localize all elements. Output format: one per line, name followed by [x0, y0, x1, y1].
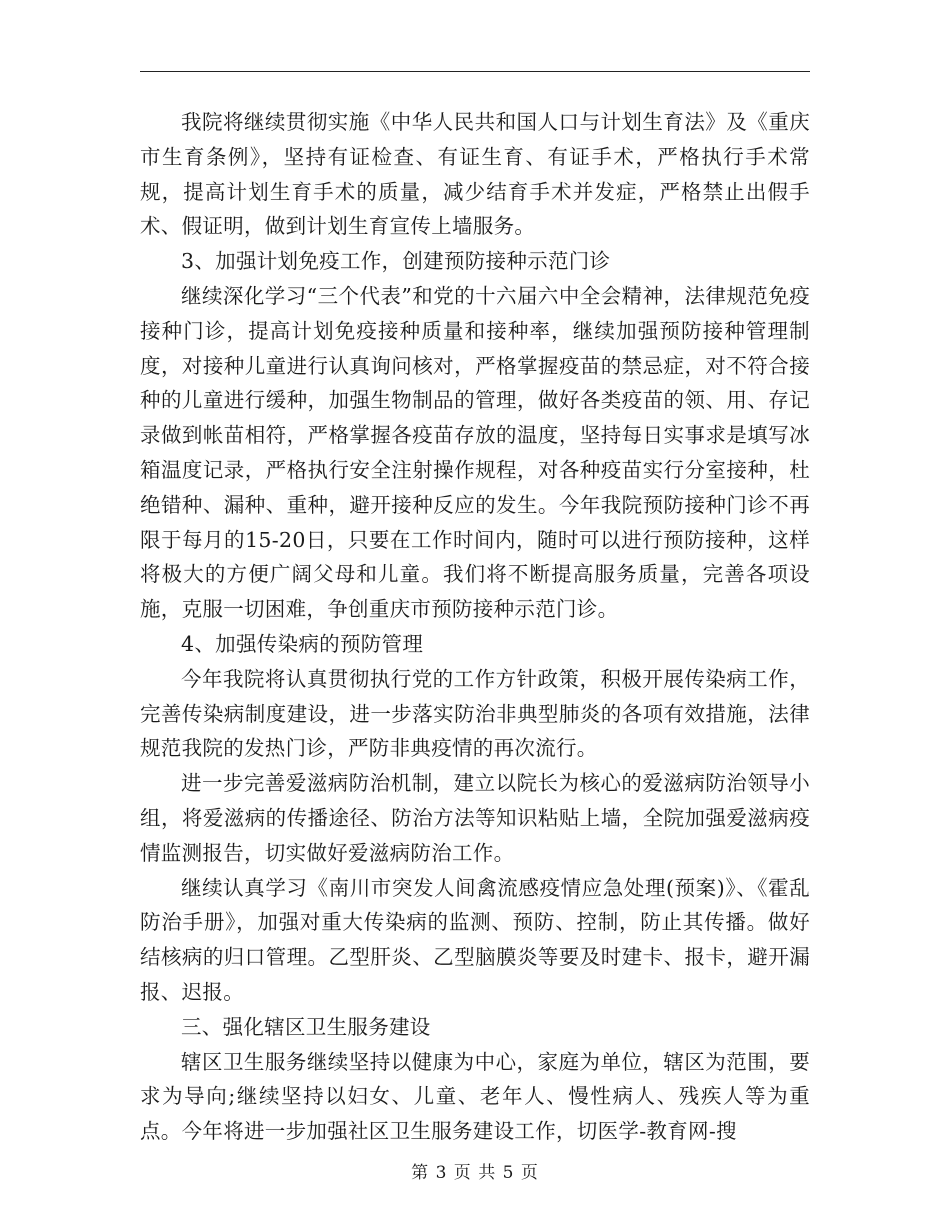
paragraph-avian-flu: 继续认真学习《南川市突发人间禽流感疫情应急处理(预案)》、《霍乱防治手册》，加强对重大传染病的监测、预防、控制，防止其传播。做好结核病的归口管理。乙型肝炎、乙型脑膜炎等要及时建卡、报卡，避开漏报、迟报。 — [140, 875, 810, 1004]
paragraph-immunization: 继续深化学习“三个代表”和党的十六届六中全会精神，法律规范免疫接种门诊，提高计划免疫接种质量和接种率，继续加强预防接种管理制度，对接种儿童进行认真询问核对，严格掌握疫苗的禁忌症，对不符合接种的儿童进行缓种，加强生物制品的管理，做好各类疫苗的领、用、存记录做到帐苗相符，严格掌握各疫苗存放的温度，坚持每日实事求是填写冰箱温度记录，严格执行安全注射操作规程，对各种疫苗实行分室接种，杜绝错种、漏种、重种，避开接种反应的发生。今年我院预防接种门诊不再限于每月的15-20日，只要在工作时间内，随时可以进行预防接种，这样将极大的方便广阔父母和儿童。我们将不断提高服务质量，完善各项设施，克服一切困难，争创重庆市预防接种示范门诊。 — [140, 283, 810, 622]
paragraph-family-planning: 我院将继续贯彻实施《中华人民共和国人口与计划生育法》及《重庆市生育条例》，坚持有证检查、有证生育、有证手术，严格执行手术常规，提高计划生育手术的质量，减少结育手术并发症，严格禁止出假手术、假证明，做到计划生育宣传上墙服务。 — [140, 110, 810, 239]
page-footer: 第 3 页 共 5 页 — [411, 1163, 539, 1183]
header-rule — [140, 71, 810, 72]
paragraph-community-health: 辖区卫生服务继续坚持以健康为中心，家庭为单位，辖区为范围，要求为导向;继续坚持以妇女、儿童、老年人、慢性病人、残疾人等为重点。今年将进一步加强社区卫生服务建设工作，切医学-教育网-搜 — [140, 1049, 810, 1144]
heading-infectious-disease: 4、加强传染病的预防管理 — [181, 631, 424, 656]
paragraph-aids-prevention: 进一步完善爱滋病防治机制，建立以院长为核心的爱滋病防治领导小组，将爱滋病的传播途径、防治方法等知识粘贴上墙，全院加强爱滋病疫情监测报告，切实做好爱滋病防治工作。 — [140, 771, 810, 865]
heading-immunization: 3、加强计划免疫工作，创建预防接种示范门诊 — [181, 249, 611, 274]
paragraph-infectious-disease: 今年我院将认真贯彻执行党的工作方针政策，积极开展传染病工作，完善传染病制度建设，进一步落实防治非典型肺炎的各项有效措施，法律规范我院的发热门诊，严防非典疫情的再次流行。 — [140, 666, 810, 761]
document-body — [140, 105, 810, 1149]
heading-community-health: 三、强化辖区卫生服务建设 — [181, 1014, 431, 1039]
